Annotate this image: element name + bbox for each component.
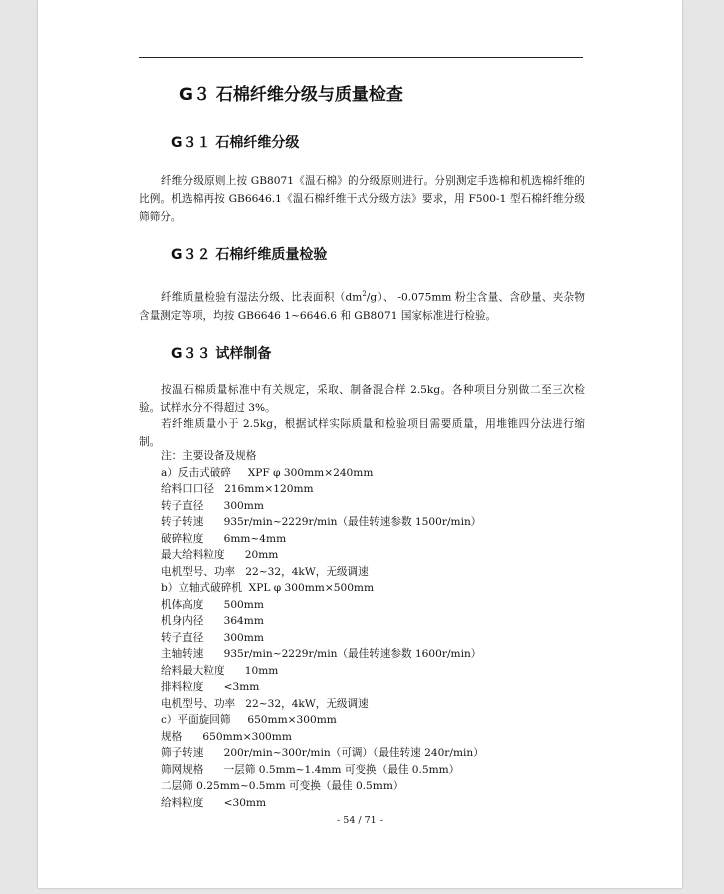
equipment-line: b）立轴式破碎机 XPL φ 300mm×500mm xyxy=(161,582,375,594)
document-page xyxy=(38,0,682,888)
equipment-line: 电机型号、功率 22~32，4kW，无级调速 xyxy=(161,566,369,578)
equipment-line: 二层筛 0.25mm~0.5mm 可变换（最佳 0.5mm） xyxy=(161,780,404,792)
equipment-line: 转子直径 300mm xyxy=(161,500,264,512)
equipment-line: 转子转速 935r/min~2229r/min（最佳转速参数 1500r/min） xyxy=(161,516,482,528)
equipment-line: 破碎粒度 6mm~4mm xyxy=(161,533,287,545)
equipment-line: 机身内径 364mm xyxy=(161,615,264,627)
equipment-line: a）反击式破碎 XPF φ 300mm×240mm xyxy=(161,467,374,479)
section-g31-paragraph: 纤维分级原则上按 GB8071《温石棉》的分级原则进行。分别测定手选棉和机选棉纤维的比例。机选棉再按 GB6646.1《温石棉纤维干式分级方法》要求，用 F500-1 型石棉纤维分级筛筛分。 xyxy=(139,175,585,223)
equipment-line: 筛子转速 200r/min~300r/min（可调）（最佳转速 240r/min） xyxy=(161,747,484,759)
header-rule xyxy=(139,57,583,58)
page-title: G３ 石棉纤维分级与质量检查 xyxy=(179,85,403,105)
equipment-line: 机体高度 500mm xyxy=(161,599,264,611)
section-heading-g33: G３３ 试样制备 xyxy=(171,346,272,362)
equipment-line: 规格 650mm×300mm xyxy=(161,731,292,743)
equipment-line: 转子直径 300mm xyxy=(161,632,264,644)
section-heading-g31: G３１ 石棉纤维分级 xyxy=(171,135,300,151)
section-g32-text-b: /g）、 -0.075mm 粉尘含量、含砂量、夹杂物含量测定等项，均按 GB6646 1~6646.6 和 GB8071 国家标准进行检验。 xyxy=(139,291,585,322)
equipment-line: 给料最大粒度 10mm xyxy=(161,665,279,677)
equipment-line: 注：主要设备及规格 xyxy=(161,450,257,462)
equipment-line: 排料粒度 <3mm xyxy=(161,681,260,693)
section-heading-g32: G３２ 石棉纤维质量检验 xyxy=(171,247,328,263)
equipment-line: 电机型号、功率 22~32，4kW，无级调速 xyxy=(161,698,369,710)
page-number: - 54 / 71 - xyxy=(337,815,383,826)
unit-superscript: 2 xyxy=(362,290,367,298)
equipment-line: 主轴转速 935r/min~2229r/min（最佳转速参数 1600r/min） xyxy=(161,648,482,660)
section-g32-paragraph xyxy=(139,285,585,325)
section-g33-paragraph-1: 按温石棉质量标准中有关规定，采取、制备混合样 2.5kg。各种项目分别做二至三次检验。试样水分不得超过 3%。 xyxy=(139,384,585,414)
equipment-line: 给料口口径 216mm×120mm xyxy=(161,483,314,495)
equipment-line: c）平面旋回筛 650mm×300mm xyxy=(161,714,337,726)
section-g32-text-a: 纤维质量检验有湿法分级、比表面积（dm xyxy=(161,291,363,304)
equipment-line: 给料粒度 <30mm xyxy=(161,797,267,809)
section-g33-paragraph-2: 若纤维质量小于 2.5kg，根据试样实际质量和检验项目需要质量，用堆锥四分法进行缩制。 xyxy=(139,418,585,448)
equipment-line: 最大给料粒度 20mm xyxy=(161,549,279,561)
equipment-line: 筛网规格 一层筛 0.5mm~1.4mm 可变换（最佳 0.5mm） xyxy=(161,764,460,776)
